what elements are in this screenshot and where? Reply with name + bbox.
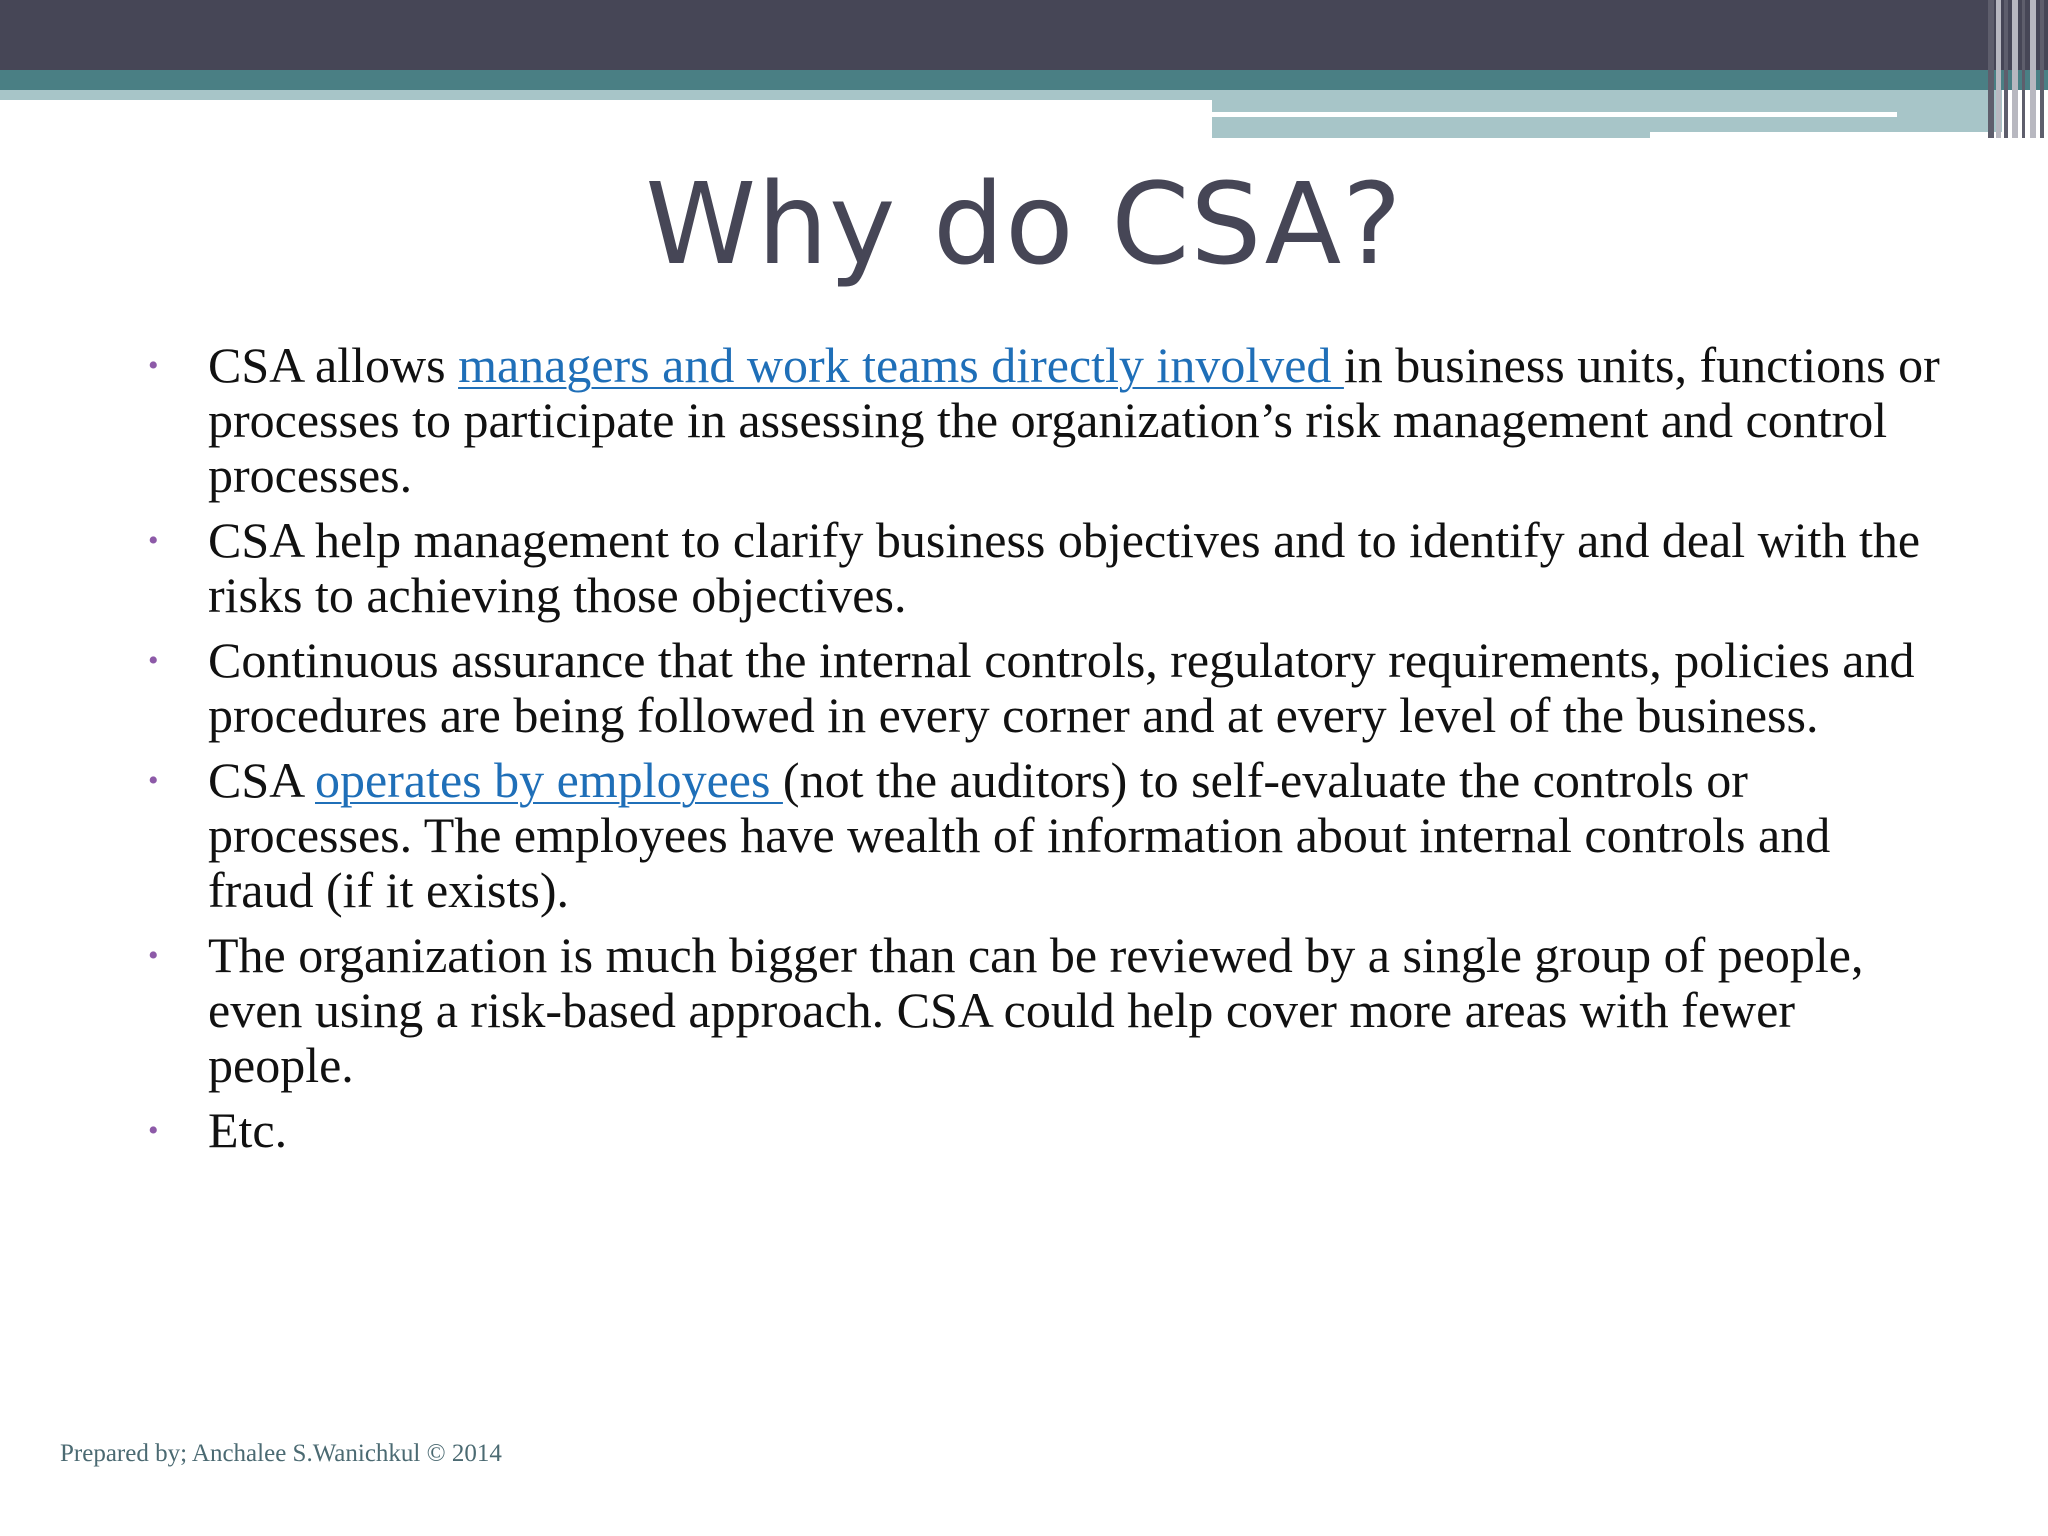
bullet-icon: •	[148, 349, 159, 382]
bullet-icon: •	[148, 1114, 159, 1147]
bullet-text: in business units, functions or processes to participate in assessing the organization’s risk management and control processes.	[208, 337, 1940, 503]
header-band-teal	[0, 70, 2048, 90]
header-vertical-line	[2040, 0, 2044, 138]
header-vertical-line	[2004, 0, 2008, 138]
bullet-item	[148, 633, 1948, 743]
header-vertical-line	[2012, 0, 2018, 138]
bullet-icon: •	[148, 939, 159, 972]
bullet-text: The organization is much bigger than can be reviewed by a single group of people, even using a risk-based approach. CSA could help cover more areas with fewer people.	[208, 927, 1864, 1093]
bullet-item	[148, 753, 1948, 918]
hyperlink-operates-by-employees[interactable]: operates by employees	[315, 752, 783, 808]
bullet-icon: •	[148, 644, 159, 677]
bullet-item	[148, 513, 1948, 623]
header-vertical-line	[2022, 0, 2025, 138]
bullet-text: CSA help management to clarify business objectives and to identify and deal with the risks to achieving those objectives.	[208, 512, 1921, 623]
header-stripe	[1212, 112, 1897, 117]
bullet-text: Continuous assurance that the internal controls, regulatory requirements, policies and procedures are being followed in every corner and at every level of the business.	[208, 632, 1915, 743]
bullet-item	[148, 1103, 1948, 1158]
bullet-text: (not the auditors) to self-evaluate the controls or processes. The employees have wealth of information about internal controls and fraud (if it exists).	[208, 752, 1831, 918]
bullet-text: CSA allows	[208, 337, 459, 393]
header-band-dark	[0, 0, 2048, 70]
slide-title: Why do CSA?	[645, 160, 1403, 290]
header-band-light-left	[0, 90, 1212, 100]
hyperlink-managers-work-teams[interactable]: managers and work teams directly involved	[458, 337, 1344, 393]
bullet-item	[148, 928, 1948, 1093]
bullet-icon: •	[148, 524, 159, 557]
bullet-icon: •	[148, 764, 159, 797]
header-vertical-line	[1988, 0, 1994, 138]
header-vertical-line	[2030, 0, 2036, 138]
bullet-item	[148, 338, 1948, 503]
bullet-list	[148, 338, 1948, 1168]
bullet-text: Etc.	[208, 1102, 288, 1158]
bullet-text: CSA	[208, 752, 316, 808]
header-vertical-line	[1996, 0, 2001, 138]
footer-credit: Prepared by; Anchalee S.Wanichkul © 2014	[60, 1440, 502, 1467]
header-stripe-short	[1650, 132, 2010, 138]
